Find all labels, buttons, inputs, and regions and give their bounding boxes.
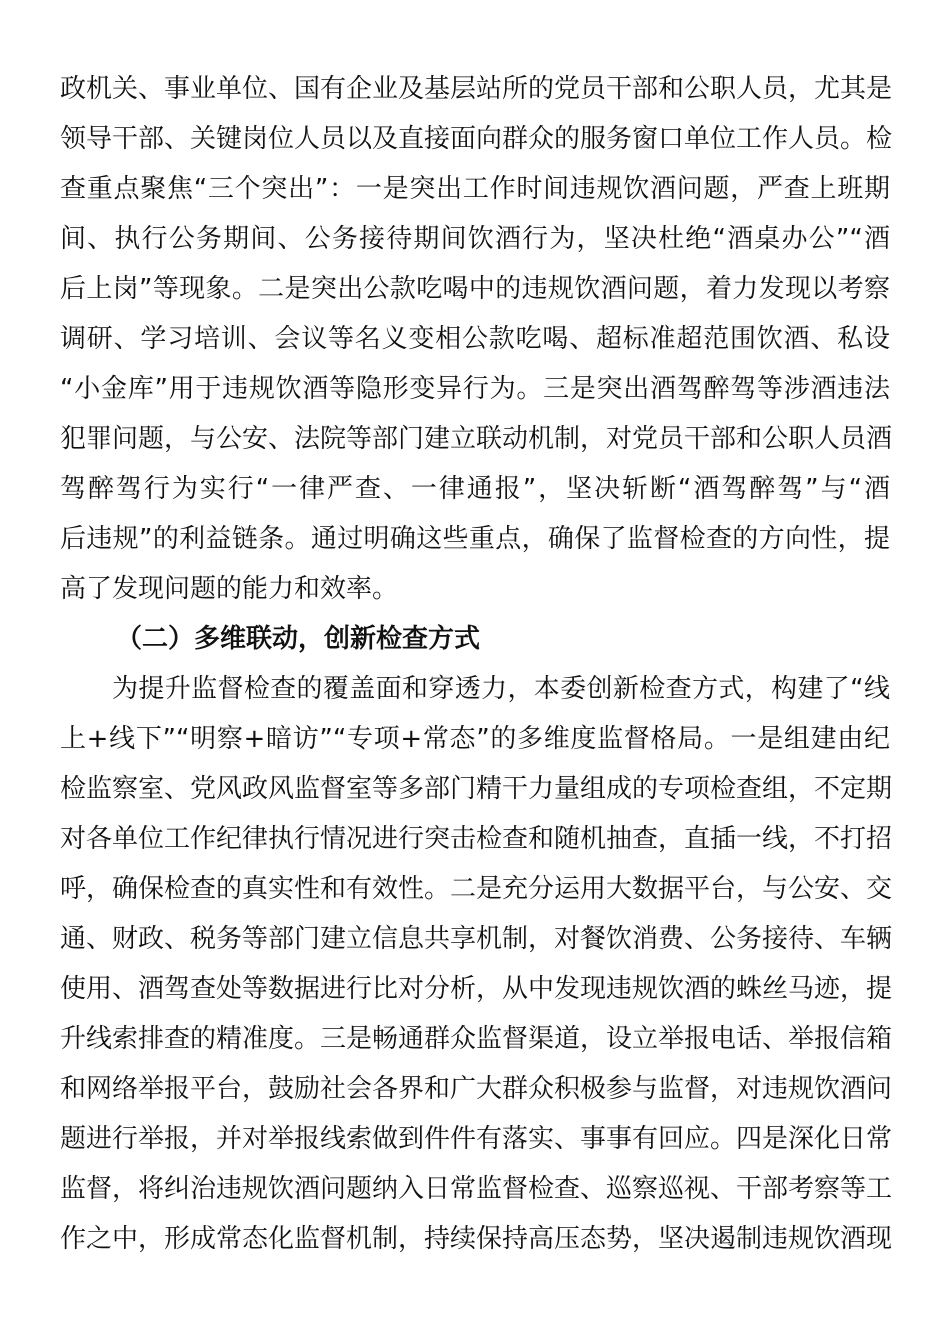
- text-line: 上+线下”“明察+暗访”“专项+常态”的多维度监督格局。一是组建由纪: [60, 724, 890, 754]
- text-line: 题进行举报，并对举报线索做到件件有落实、事事有回应。四是深化日常: [60, 1124, 893, 1154]
- text-line-first: 为提升监督检查的覆盖面和穿透力，本委创新检查方式，构建了“线: [112, 674, 890, 704]
- text-line: 驾醉驾行为实行“一律严查、一律通报”，坚决斩断“酒驾醉驾”与“酒: [60, 474, 890, 504]
- text-line: 和网络举报平台，鼓励社会各界和广大群众积极参与监督，对违规饮酒问: [60, 1074, 893, 1104]
- paragraph-2: [60, 664, 893, 1264]
- text-line: “小金库”用于违规饮酒等隐形变异行为。三是突出酒驾醉驾等涉酒违法: [60, 374, 890, 404]
- text-line: 呼，确保检查的真实性和有效性。二是充分运用大数据平台，与公安、交: [60, 874, 893, 904]
- text-line: 对各单位工作纪律执行情况进行突击检查和随机抽查，直插一线，不打招: [60, 824, 893, 854]
- text-line: 作之中，形成常态化监督机制，持续保持高压态势，坚决遏制违规饮酒现: [60, 1224, 893, 1254]
- text-line: 监督，将纠治违规饮酒问题纳入日常监督检查、巡察巡视、干部考察等工: [60, 1174, 893, 1204]
- text-line: 犯罪问题，与公安、法院等部门建立联动机制，对党员干部和公职人员酒: [60, 424, 893, 454]
- text-line: 后违规”的利益链条。通过明确这些重点，确保了监督检查的方向性，提: [60, 524, 890, 554]
- text-line: 政机关、事业单位、国有企业及基层站所的党员干部和公职人员，尤其是: [60, 74, 893, 104]
- text-line: 后上岗”等现象。二是突出公款吃喝中的违规饮酒问题，着力发现以考察: [60, 274, 890, 304]
- text-line: 调研、学习培训、会议等名义变相公款吃喝、超标准超范围饮酒、私设: [60, 324, 890, 354]
- text-line: 使用、酒驾查处等数据进行比对分析，从中发现违规饮酒的蛛丝马迹，提: [60, 974, 893, 1004]
- paragraph-1: [60, 64, 893, 614]
- text-line-last: 高了发现问题的能力和效率。: [60, 574, 399, 604]
- text-line: 检监察室、党风政风监督室等多部门精干力量组成的专项检查组，不定期: [60, 774, 893, 804]
- text-line: 升线索排查的精准度。三是畅通群众监督渠道，设立举报电话、举报信箱: [60, 1024, 893, 1054]
- text-line: 通、财政、税务等部门建立信息共享机制，对餐饮消费、公务接待、车辆: [60, 924, 893, 954]
- document-page: [60, 64, 893, 1264]
- text-line: 间、执行公务期间、公务接待期间饮酒行为，坚决杜绝“酒桌办公”“酒: [60, 224, 890, 254]
- text-line: 查重点聚焦“三个突出”：一是突出工作时间违规饮酒问题，严查上班期: [60, 174, 890, 204]
- text-line: 领导干部、关键岗位人员以及直接面向群众的服务窗口单位工作人员。检: [60, 124, 893, 154]
- section-heading: （二）多维联动，创新检查方式: [116, 624, 481, 654]
